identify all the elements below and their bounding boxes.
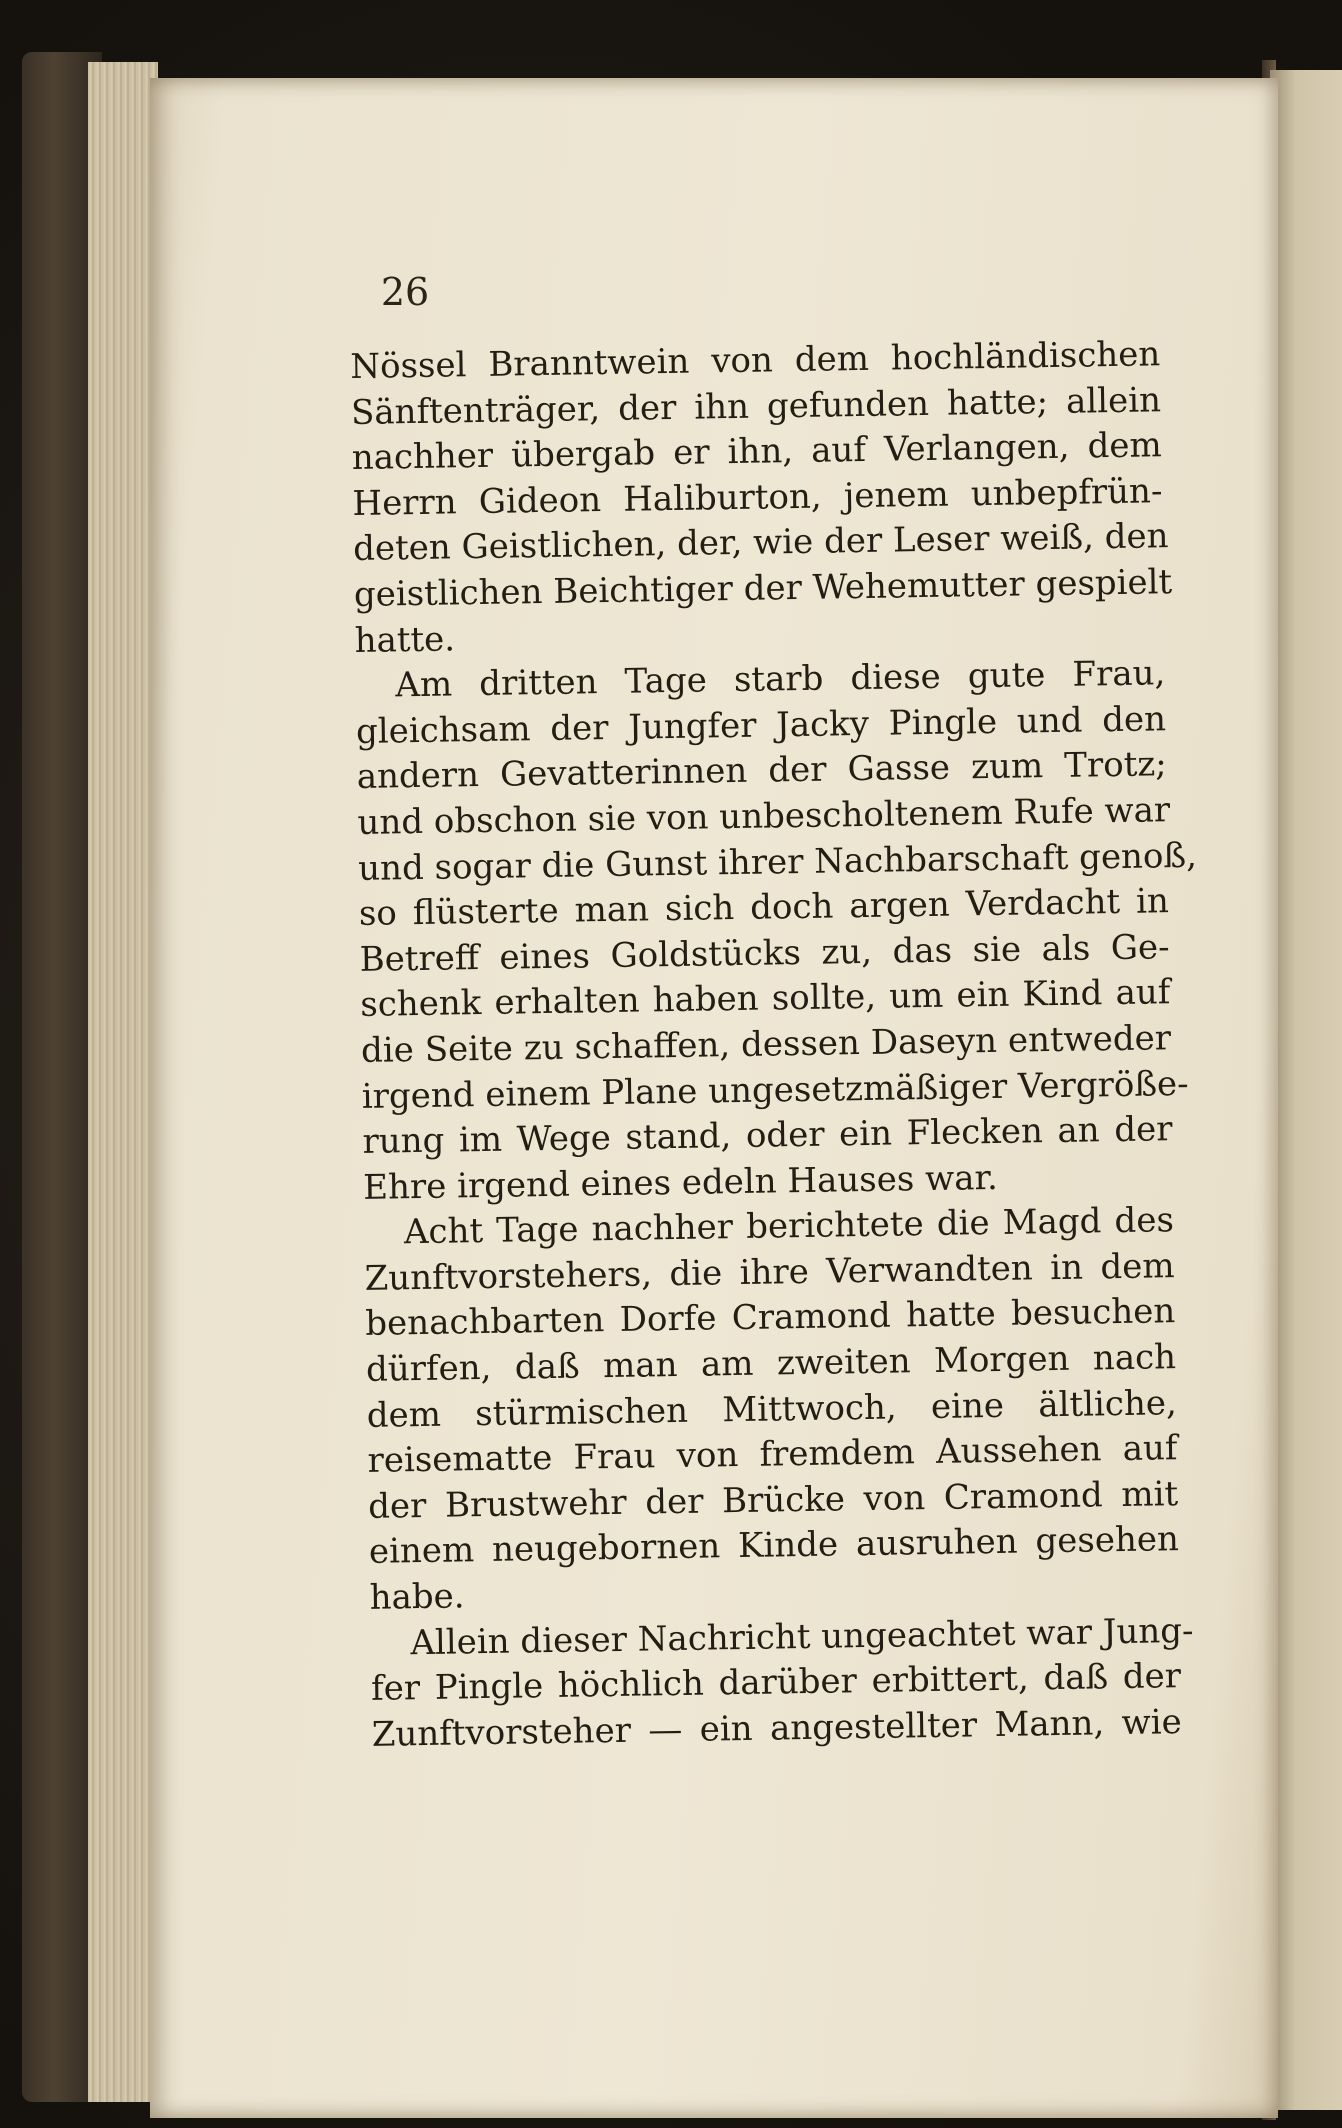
- text-line: irgend einem Plane ungesetzmäßiger Vergröße-: [361, 1063, 1189, 1117]
- text-line: fer Pingle höchlich darüber erbittert, daß der: [370, 1656, 1182, 1710]
- text-line: der Brustwehr der Brücke von Cramond mit: [367, 1473, 1179, 1527]
- text-line: Sänftenträger, der ihn gefunden hatte; allein: [350, 379, 1162, 433]
- text-line: und sogar die Gunst ihrer Nachbarschaft genoß,: [357, 835, 1198, 889]
- facing-page-edge: [1270, 70, 1342, 2110]
- text-line: gleichsam der Jungfer Jacky Pingle und den: [355, 698, 1167, 752]
- text-line: Zunftvorsteher — ein angestellter Mann, wie: [371, 1701, 1183, 1755]
- text-line: benachbarten Dorfe Cramond hatte besuchen: [365, 1291, 1176, 1345]
- text-line: rung im Wege stand, oder ein Flecken an der: [362, 1109, 1173, 1162]
- text-line: Zunftvorstehers, die ihre Verwandten in dem: [364, 1246, 1175, 1299]
- text-line: reisematte Frau von fremdem Aussehen auf: [367, 1428, 1178, 1482]
- text-line: einem neugebornen Kinde ausruhen gesehen: [368, 1519, 1180, 1573]
- text-line: andern Gevatterinnen der Gasse zum Trotz;: [356, 744, 1168, 798]
- text-line: deten Geistlichen, der, wie der Leser weiß, den: [352, 516, 1169, 570]
- text-line: dem stürmischen Mittwoch, eine ältliche,: [366, 1382, 1178, 1436]
- page-text: [350, 332, 1198, 1758]
- text-line: die Seite zu schaffen, dessen Daseyn entweder: [360, 1018, 1172, 1071]
- text-line: Nössel Branntwein von dem hochländischen: [350, 334, 1161, 387]
- text-line: Allein dieser Nachricht ungeachtet war Jung-: [410, 1610, 1194, 1663]
- text-line: Am dritten Tage starb diese gute Frau,: [395, 653, 1166, 706]
- text-line: habe.: [369, 1576, 465, 1618]
- text-line: Betreff eines Goldstücks zu, das sie als Ge-: [359, 926, 1170, 980]
- text-line: Ehre irgend eines edeln Hauses war.: [362, 1157, 999, 1208]
- text-line: geistlichen Beichtiger der Wehemutter gespielt: [353, 562, 1173, 615]
- text-line: so flüsterte man sich doch argen Verdacht in: [358, 881, 1170, 935]
- page-stack-edges: [88, 62, 158, 2102]
- text-line: hatte.: [354, 618, 456, 661]
- text-line: dürfen, daß man am zweiten Morgen nach: [365, 1337, 1177, 1390]
- text-line: nachher übergab er ihn, auf Verlangen, dem: [351, 425, 1162, 479]
- text-line: und obschon sie von unbescholtenem Rufe war: [357, 790, 1171, 843]
- text-line: Herrn Gideon Haliburton, jenem unbepfrün-: [352, 471, 1163, 524]
- text-line: schenk erhalten haben sollte, um ein Kind auf: [360, 972, 1171, 1026]
- page-number: 26: [380, 270, 430, 314]
- text-line: Acht Tage nachher berichtete die Magd des: [403, 1200, 1175, 1253]
